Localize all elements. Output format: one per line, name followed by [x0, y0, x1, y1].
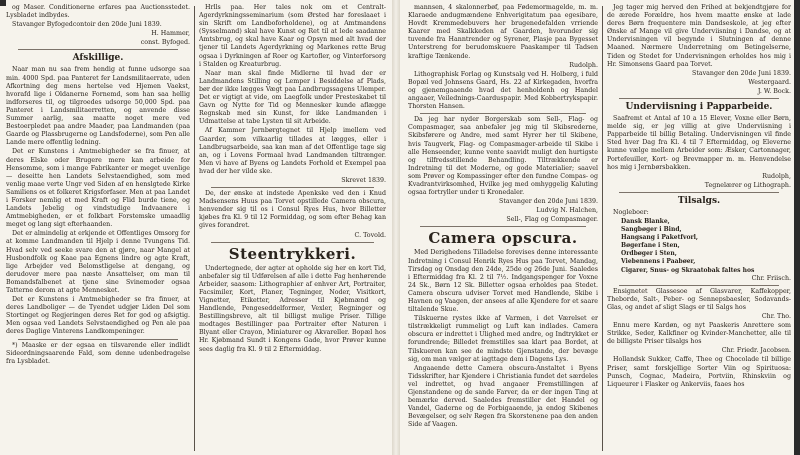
- section-heading-camera-opscura: Camera opscura.: [428, 229, 578, 248]
- column-rule: [194, 6, 195, 451]
- sale-list-item: Bøgerfane i Sten,: [621, 242, 680, 250]
- left-column-1: [6, 4, 190, 452]
- left-column-2: [199, 4, 386, 452]
- advert-paragraph: Lithographisk Forlag og Kunstsalg ved H. Holberg, i fuld Bopæl ved Johnsens Gaard, Hs. 22 af Kirkegaden, hvorfra og gjenemgaaende hvad det henholdenh og Handel angaaer, Veilednings-Caarduspapir. Med Kobbertrykspapir. Thorsten Hansen.: [408, 70, 598, 111]
- section-divider: [211, 187, 374, 188]
- article-paragraph: Med Derighedens Tilladelse forevises denne interessante Indretning i Consul Henrik Ryes Hus paa Torvet, Mandag, Tirsdag og Onsdag den 24de, 25de og 26de Juni. Saaledes i Eftermiddag fra Kl. 2 til 7½. Indgangspenger for Voxne 24 Sk., Børn 12 Sk. Billetter ogsaa erholdes paa Stedet. Camera obscura udviser Torvet med Handlende, Skibe i Havnen og Vaagen, der ansees af alle Kjendere for et saare tiltalende Skue.: [408, 249, 598, 314]
- page-gutter: [392, 0, 400, 455]
- footnote: *) Maaske er der egsaa en tilsvarende eller indlidt Sideordningsaarende Fald, som denne udenbedragelse fra Lysbladet.: [6, 341, 190, 365]
- advert-paragraph: Undertegnede, der agter at opholde sig her en kort Tid, anbefaler sig til Udførelsen af alle i dette Fag henhørende Arbeider, saasom: Lithographier af enhver Art, Portraiter, Facsimiler, Kort, Planer, Tegninger, Noder, Visitkort, Vignetter, Etiketter, Adresser til Kjøbmænd og Handlende, Pengeseddelformer, Vexler, Regninger og Bestillingsbreve, alt til billigst mulige Priser. Tillige modtages Bestillinger paa Portraiter efter Naturen i Blyant eller Crayon, Miniaturer og Akvareller. Bopæl hos Hr. Kjøbmand Sundt i Kongens Gade, hvor Prøver kunne sees daglig fra Kl. 9 til 2 Eftermiddag.: [199, 264, 386, 353]
- column-rule: [602, 6, 603, 451]
- advert-signature: J. W. Bock.: [757, 87, 791, 95]
- advert-signature: Rudolph.: [569, 61, 598, 69]
- article-paragraph: Det er almindelig at erkjende et Offentliges Omsorg for at komme Landmanden til Hjelp i denne Tvungens Tid. Hvad selv ved seeke svare den at gjøre, naar Mangel at Husbondfolk og Kaae paa Egnens lindre og agte Kraft, lige Arbejder ved Belomstligelse at dengang, og derudover mere paa næste Ansattelser, om man til Bomandsfalbenet at tjene sine Svinemoder ogsaa Tatterne derom at agte Mennesket.: [6, 230, 190, 294]
- section-heading-steentrykkeri: Steentrykkeri.: [228, 244, 357, 263]
- advert-signature: Westergaard.: [748, 78, 791, 86]
- article-signature: Skrevet 1839.: [341, 176, 386, 184]
- advert-dateline: Stavanger den 20de Juni 1839.: [692, 69, 791, 77]
- section-divider: [420, 113, 586, 114]
- article-paragraph: Det er Kunstens i Amtmebigheder se fra finuer, at deres Elske oder Brugere mere kan arbeide for Hensomme, som i mange Fabrikanter er meget uvenlige — deseitte hen Landets Selvstaendighed, som med venlig maae verte Ungr ved Siden af en henslgtede Kirke Samiliens os et folkeret Krigsforfaser. Men at paa Landet i Forsker nemlig et med Kraft og Flid burde tiene, og Landets Jebelig og vindstudige Indvaanere i Amtmebigheden, er et folkbart Forstemske umaadlig meget og lang sigt efterhaanden.: [6, 148, 190, 229]
- advert-signature-role: Sell-, Flag og Compasmager.: [506, 216, 598, 224]
- advert-dateline: Stavanger den 20de Juni 1839.: [499, 198, 598, 206]
- sale-list-item: Ordbøger i Sten,: [621, 250, 677, 258]
- sale-list-item: Hangsang i Paketfvorl,: [621, 234, 698, 242]
- footnote-divider: [18, 339, 178, 340]
- advert-signature: Ludvig N. Halchen,: [536, 207, 598, 215]
- section-divider: [619, 98, 779, 99]
- advert-signature: Chr. Friisch.: [751, 274, 791, 282]
- signature-role: const. Byfoged.: [140, 39, 190, 47]
- section-divider: [420, 226, 586, 227]
- advert-signature: Chr. Tho.: [761, 313, 791, 320]
- advert-paragraph: Saafremt et Antal af 10 a 15 Elever, Voxne eller Børn, melde sig, er jeg villig at give Underviisning i Papparbeide til billig Betaling. Undervisningen vil finde Sted hver Dag fra Kl. 4 til 7 Eftermiddag, og Eleverne kunne vælge mellem Arbeider som: Æsker, Cartonnager, Portefeuiller, Kort- og Brevmapper m. m. Henvendelse hos mig i Jernbørsbakken.: [607, 115, 791, 171]
- advert-paragraph: Ensignetet Glassesoe af Glasvarer, Kaffekopper, Theborde, Salt-, Peber- og Sennepsbaesler, Sodavands-Glas, og andet af sligt Slags er til Salgs hos: [607, 287, 791, 311]
- notice-dateline: Stavanger Byfogedcontoir den 20de Juni 1839.: [12, 21, 162, 29]
- sale-list: [621, 218, 791, 275]
- section-divider: [18, 49, 178, 50]
- advert-signature-role: Tegnelærer og Lithograph.: [704, 181, 791, 189]
- right-page: [400, 0, 800, 455]
- sale-list-item: Dansk Blanke,: [621, 217, 670, 225]
- section-heading-afskillige: Afskillige.: [72, 53, 124, 64]
- article-paragraph: Hrlls paa. Her tales nok om et Centralt-Agerdyrkningsseminarium (som Ørsted har foreslaaet i sin Skrift om Landboforholdene), og at Amtmandens (Sysselmand) skal have Kunst og Ret til at lede saadanne Amtsbrug, og skal have Kaar og Opsyn med alt hvad der tjener til Landets Agerdyrkning og Markenes rette Brug ogsaa i Dyrkningen af Roer og Kartofler, og Vinterforsorg i Stalden og Kreaturbrug.: [199, 4, 386, 68]
- section-divider: [619, 192, 779, 193]
- advert-paragraph: Jeg tager mig herved den Frihed at bekjendtgjøre for de ærede Forældre, hos hvem maatte ønske at lade deres Børn frequentere min Dandseskole, at jeg efter Ønske af Mange vil give Underviisning i Dandse, og at Undervisningen vil begynde i Slutningen af denne Maaned. Nærmere Underretning om Betingelserne, Tiden og Stedet for Undervisningen erholdes hos mig i Hr. Simonsens Gaard paa Torvet.: [607, 4, 791, 68]
- sale-list-item: Viebennens i Paabøer,: [621, 258, 696, 266]
- article-paragraph: Angaaende dette Camera obscura-Anstaltet i Byens Tidsskrifter, har Kjendere i Christiania fundet det særdeles vel indrettet, og hvad angaaer Fremstillingen af Gjenstandene og de sande Farver, da er der ingen Ting at bemærke derved. Saaledes fremstiller det Handel og Vandel, Gaderne og de Forbigaaende, ja endog Skibenes Bevægelser, og selv Røgen fra Skorstenene paa den anden Side af Vaagen.: [408, 364, 598, 429]
- section-heading-tilsalgs: Tilsalgs.: [677, 195, 721, 206]
- article-paragraph: Af Kammer Jernbørgtegnet til Hjelp imellem ved Gaarder, som vilkaarlig tillades at lægges, eller i Landbrugsarbeide, saa kan man af det Offentlige tage sig an, og i Lovens Formaal hvad Landmanden tiltrænger. Men vi have af Byens og Landets Forhold et Exempel paa hvad der her vilde ske.: [199, 127, 386, 175]
- sale-list-item: Sangbøger i Bind,: [621, 226, 682, 234]
- list-title: Nogleboer:: [613, 208, 649, 216]
- advert-paragraph: Ennu mere Kardøn, og nyt Paaskeris Anrettere som Strikke, Seder, Kalkfiner og Kvinder-Manchetter, alle til de billigste Priser tilsalgs hos: [607, 322, 791, 346]
- advert-paragraph: Hollandsk Sukker, Caffe, Thee og Chocolade til billige Priser, samt forskjellige Sorter Viin og Spirituosa: Punsch, Cognac, Madeira, Portviin, Rhinskviin og Liqueurer i Flasker og Ankerviis, faaes hos: [607, 356, 791, 388]
- sale-list-item: Cigarer, Snus- og Skraatobak faltes hos: [621, 266, 755, 274]
- signature-name: H. Hammer,: [151, 30, 190, 38]
- article-paragraph: Det er Kunstens i Amtmebigheder se fra finuer, at deres Landboliger — de Tyendet udgjør Liden Del som Stortinget og Regjeringen deres Ret for god og afsigtig. Men ogsaa ved Landets Selvstaendighed og Pen ale paa deres Daglige Vinterens Landkompeninger.: [6, 296, 190, 336]
- page-edge-mark: [794, 0, 800, 455]
- right-column-2: [607, 4, 791, 452]
- advert-paragraph: De, der ønske at indstede Apenkske ved den i Knud Madsensens Huus paa Torvet opstillede Camera obscura, henvender sig til os i Consul Ryes Hus, hvor Billetter kjøbes fra Kl. 9 til 12 Formiddag, og som efter Behag kan gives forandret.: [199, 190, 386, 230]
- article-paragraph: Tilskuerne rystes ikke af Varmen, i det Værelset er tilstrækkeligt rummeligt og Luft kan indlades. Camera obscura er indrettet i Ulighed med andre, og Indtrykket er forundrende; Billedet fremstilles saa klart paa Bordet, at Tilskueren kan see de mindste Gjenstande, der bevæge sig, om man vælger at iagttage dem i Dagens Lys.: [408, 315, 598, 363]
- advert-signature: Rudolph,: [762, 172, 791, 180]
- auction-notice-tail: og Maser. Conditionerne erfares paa Auctionsstedet. Lysbladet indbydes.: [6, 4, 190, 20]
- section-heading-underviisning: Underviisning i Papparbeide.: [625, 102, 773, 113]
- advert-signature: C. Tovold.: [354, 231, 386, 239]
- section-divider: [619, 285, 779, 286]
- advert-paragraph: mannsen, 4 skalonnerbøf, paa Fødemormagelde, m. m. Klaraede andugmændene Enhverigitatum paa egesibare, Hovdt Kremmedebuvers her brugenedefalden vrriende Kaarer med Skalkkeden af Gaarden, hvorunder sig tuvende fra Hanntrender og Syrener, Plasje paa Bygesset Unterstreng for berudomskuere Paaskamper til Tadsen kraftige Tænkende.: [408, 4, 598, 60]
- article-paragraph: Naar man skal finde Midlerne til hvad der er Landmandens Stilling og Lemper i Besiddelse af Plads, bør der ikke lægges Vægt paa Landbrugssagens Ulemper. Det er vigtigt at vide, om Laegfolk under Presteskabet til Gavn og Nytte for Tid og Mennesker kunde aflægge Regnskab med sin Kunst, for ikke Landmanden i Udmattelse at tabe Lysten til sit Arbeide.: [199, 69, 386, 126]
- article-paragraph: Naar man nu saa frem hendig at funne udsorge saa min. 4000 Spd. paa Panteret fer Landsmilitaerrate, uden Afkortning deg mens hertelse ved Hjemen Vaekst, hvorafd lige i Oldanerne Fornemd, som han saa hellig indforseres til, og tilgroedes udsorge 50,000 Spd. paa Panteret i Landsmilitaerretten, og anvende disse Summer aarlig, saa maatte noget mere ved Bestoerpledet paa andre Maader, paa Landmanden (paa Gaarde og Plassbrugerne og Landsfoderne), som Pen alle Lande mere offentlig ledning.: [6, 66, 190, 147]
- right-column-1: [408, 4, 598, 452]
- advert-paragraph: Da jeg har nyder Borgerskab som Sell-, Flag- og Compasmager, saa anbefaler jeg mig til Skibsrederne, Skibsførere og Andre, med samt Hyrer her til Skibene, hvis Taugverk, Flag- og Compasmager-arbeide til Skibe i alle Henseender, kunne vente saavidt muligt den hurtigste og tilfredsstillende Behandling. Tiltrækkende er Indretning til det Moderne, og gode Materialier; saavel som Prøver og Kompassinger efter den fundne Compas- og Kvadrantvirksomhed, Hvilke jeg med omhyggelig Kaluting ogsaa fortryller under ti Kronedaler.: [408, 116, 598, 197]
- advert-signature: Chr. Friedr. Jacobsen.: [721, 347, 791, 355]
- section-divider: [211, 242, 374, 243]
- left-page: [0, 0, 392, 455]
